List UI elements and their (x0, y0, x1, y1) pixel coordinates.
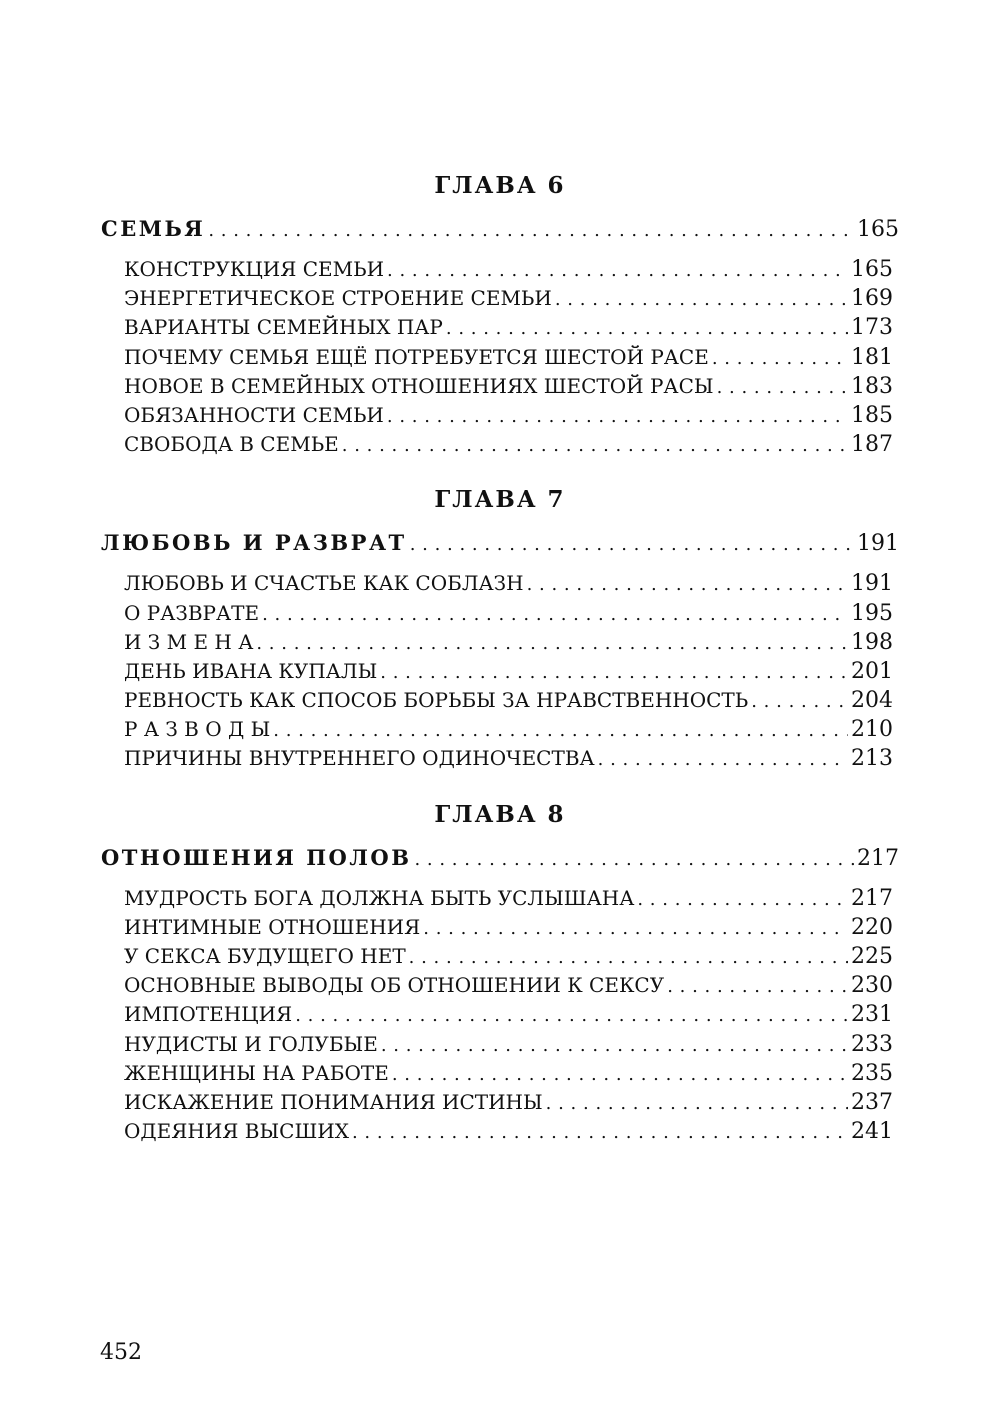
entry-title: ИНТИМНЫЕ ОТНОШЕНИЯ (124, 914, 421, 939)
dot-leader (208, 216, 854, 245)
toc-entry[interactable] (101, 313, 899, 342)
entry-page-number: 213 (851, 746, 893, 772)
entry-title: Р А З В О Д Ы (124, 717, 271, 742)
dot-leader (409, 943, 848, 972)
dot-leader (717, 373, 848, 402)
dot-leader (598, 745, 848, 774)
toc-entry[interactable] (101, 569, 899, 598)
chapter-6-section (101, 168, 899, 459)
dot-leader (527, 570, 848, 599)
entry-page-number: 198 (851, 629, 893, 655)
entry-page-number: 233 (851, 1031, 893, 1057)
dot-leader (262, 600, 848, 629)
table-of-contents (101, 168, 899, 1169)
entry-title: СВОБОДА В СЕМЬЕ (124, 432, 339, 457)
entry-title: ВАРИАНТЫ СЕМЕЙНЫХ ПАР (124, 315, 443, 340)
entry-page-number: 235 (851, 1060, 893, 1086)
dot-leader (342, 431, 848, 460)
dot-leader (392, 1060, 848, 1089)
entry-page-number: 173 (851, 315, 893, 341)
toc-entry[interactable] (101, 430, 899, 459)
entry-page-number: 204 (851, 688, 893, 714)
entry-title: ЭНЕРГЕТИЧЕСКОЕ СТРОЕНИЕ СЕМЬИ (124, 286, 552, 311)
entry-title: МУДРОСТЬ БОГА ДОЛЖНА БЫТЬ УСЛЫШАНА (124, 885, 635, 910)
chapter-main-entry[interactable] (101, 843, 899, 872)
entry-page-number: 217 (851, 885, 893, 911)
entry-page-number: 165 (857, 217, 899, 242)
toc-entry[interactable] (101, 686, 899, 715)
entry-page-number: 201 (851, 658, 893, 684)
toc-entry[interactable] (101, 343, 899, 372)
entry-page-number: 165 (851, 257, 893, 282)
toc-entry[interactable] (101, 599, 899, 628)
toc-entry[interactable] (101, 942, 899, 971)
chapter-main-entry[interactable] (101, 528, 899, 557)
toc-entry[interactable] (101, 884, 899, 913)
chapter-main-entry[interactable] (101, 214, 899, 243)
toc-entry[interactable] (101, 628, 899, 657)
dot-leader (446, 314, 848, 343)
toc-entry[interactable] (101, 913, 899, 942)
entry-page-number: 185 (851, 402, 893, 428)
entry-title: ПРИЧИНЫ ВНУТРЕННЕГО ОДИНОЧЕСТВА (124, 746, 595, 771)
page-number: 452 (100, 1340, 142, 1365)
entry-page-number: 231 (851, 1002, 893, 1028)
dot-leader (667, 972, 848, 1001)
toc-entry[interactable] (101, 1088, 899, 1117)
toc-entry[interactable] (101, 1059, 899, 1088)
entry-title: И З М Е Н А (124, 629, 254, 654)
chapter-heading: ГЛАВА 7 (434, 486, 566, 514)
entry-page-number: 220 (851, 914, 893, 940)
dot-leader (751, 687, 848, 716)
dot-leader (273, 716, 848, 745)
chapter-7-section (101, 482, 899, 773)
entry-title: НУДИСТЫ И ГОЛУБЫЕ (124, 1031, 378, 1056)
entry-title: РЕВНОСТЬ КАК СПОСОБ БОРЬБЫ ЗА НРАВСТВЕННОСТЬ (124, 688, 749, 713)
dot-leader (295, 1001, 848, 1030)
dot-leader (423, 914, 848, 943)
toc-entry[interactable] (101, 1000, 899, 1029)
entry-page-number: 195 (851, 600, 893, 626)
chapter-8-section (101, 797, 899, 1147)
entry-title: ИСКАЖЕНИЕ ПОНИМАНИЯ ИСТИНЫ (124, 1089, 543, 1114)
toc-entry[interactable] (101, 971, 899, 1000)
dot-leader (410, 530, 854, 559)
entry-title: ОТНОШЕНИЯ ПОЛОВ (101, 844, 412, 870)
entry-title: ЖЕНЩИНЫ НА РАБОТЕ (124, 1060, 389, 1085)
entry-page-number: 169 (851, 286, 893, 312)
entry-page-number: 181 (851, 344, 893, 370)
entry-page-number: 183 (851, 373, 893, 399)
toc-entry[interactable] (101, 657, 899, 686)
entry-page-number: 241 (851, 1119, 893, 1145)
entry-title: НОВОЕ В СЕМЕЙНЫХ ОТНОШЕНИЯХ ШЕСТОЙ РАСЫ (124, 373, 714, 398)
entry-page-number: 191 (857, 531, 899, 557)
entry-page-number: 187 (851, 432, 893, 458)
dot-leader (414, 845, 854, 874)
entry-title: КОНСТРУКЦИЯ СЕМЬИ (124, 257, 385, 281)
entry-title: ОСНОВНЫЕ ВЫВОДЫ ОБ ОТНОШЕНИИ К СЕКСУ (124, 973, 665, 998)
toc-entry[interactable] (101, 401, 899, 430)
dot-leader (387, 402, 848, 431)
entry-page-number: 210 (851, 717, 893, 743)
toc-entry[interactable] (101, 715, 899, 744)
dot-leader (381, 1031, 848, 1060)
entry-page-number: 217 (857, 845, 899, 871)
dot-leader (546, 1089, 848, 1118)
chapter-heading: ГЛАВА 8 (434, 800, 566, 828)
entry-title: ЛЮБОВЬ И РАЗВРАТ (101, 530, 407, 556)
dot-leader (555, 285, 848, 314)
dot-leader (712, 344, 848, 373)
entry-title: У СЕКСА БУДУЩЕГО НЕТ (124, 944, 406, 968)
dot-leader (637, 885, 848, 914)
toc-entry[interactable] (101, 255, 899, 284)
toc-entry[interactable] (101, 1117, 899, 1146)
entry-page-number: 225 (851, 944, 893, 969)
entry-page-number: 230 (851, 973, 893, 999)
entry-title: ДЕНЬ ИВАНА КУПАЛЫ (124, 658, 378, 683)
entry-title: ЛЮБОВЬ И СЧАСТЬЕ КАК СОБЛАЗН (124, 571, 524, 596)
entry-page-number: 237 (851, 1089, 893, 1115)
entry-title: ОДЕЯНИЯ ВЫСШИХ (124, 1119, 349, 1144)
dot-leader (256, 629, 848, 658)
entry-title: ПОЧЕМУ СЕМЬЯ ЕЩЁ ПОТРЕБУЕТСЯ ШЕСТОЙ РАСЕ (124, 344, 709, 369)
toc-entry[interactable] (101, 372, 899, 401)
entry-title: О РАЗВРАТЕ (124, 600, 260, 625)
entry-page-number: 191 (851, 571, 893, 597)
entry-title: ИМПОТЕНЦИЯ (124, 1002, 293, 1027)
entry-title: СЕМЬЯ (101, 216, 206, 241)
entry-title: ОБЯЗАННОСТИ СЕМЬИ (124, 402, 384, 427)
toc-entry[interactable] (101, 744, 899, 773)
dot-leader (380, 658, 848, 687)
chapter-heading: ГЛАВА 6 (434, 172, 566, 199)
toc-entry[interactable] (101, 1030, 899, 1059)
dot-leader (352, 1118, 848, 1147)
dot-leader (387, 256, 848, 285)
toc-entry[interactable] (101, 284, 899, 313)
